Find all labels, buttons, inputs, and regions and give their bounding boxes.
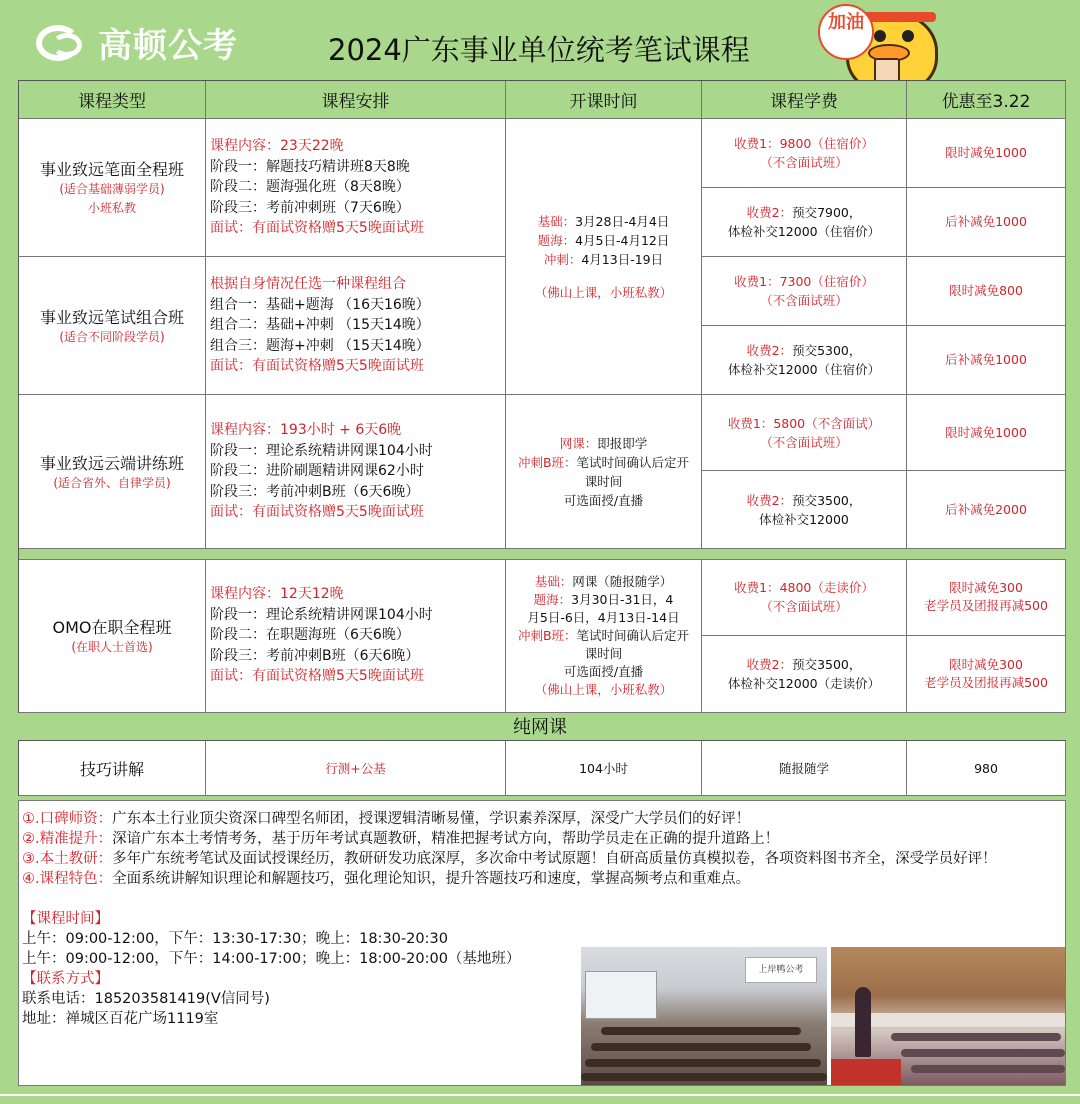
- classroom-photo-2: [831, 947, 1065, 1085]
- course-name-cell: [19, 257, 206, 395]
- time-value: 可选面授/直播: [563, 663, 644, 679]
- time-value: 月5日-6日，4月13日-14日: [527, 609, 680, 625]
- discount-cell: 限时减免1000: [907, 119, 1066, 188]
- fee-label: 收费1：: [734, 136, 780, 151]
- arrangement-cell: [206, 395, 506, 549]
- feature-text: 多年广东统考笔试及面试授课经历，教研研发功底深厚，多次命中考试原题！自研高质量仿真模拟卷，各项资料图书齐全，深受学员好评！: [112, 851, 997, 867]
- fee-label: 收费1：: [727, 415, 774, 431]
- time-label: 题海：: [537, 232, 576, 248]
- online-time-text: 104小时: [579, 760, 628, 776]
- fee-value: 5800（不含面试）: [773, 415, 881, 431]
- fee-note: 体检补交12000: [759, 511, 849, 527]
- col-header-arrangement: 课程安排: [206, 81, 506, 119]
- fee-value: 4800（走读价）: [779, 580, 874, 595]
- discount-cell: [907, 559, 1066, 636]
- time-label: 基础：: [534, 573, 573, 589]
- feature-text: 全面系统讲解知识理论和解题技巧，强化理论知识，提升答题技巧和速度，掌握高频考点和重难点。: [112, 871, 751, 887]
- time-cell: [506, 119, 702, 395]
- time-label: 冲刺：: [543, 251, 582, 267]
- arrangement-line: 阶段三：考前冲刺B班（6天6晚）: [210, 647, 420, 664]
- time-value: 网课（随报随学）: [572, 573, 673, 589]
- fee-cell: [702, 471, 907, 549]
- arrangement-line: 组合一：基础+题海 （16天16晚）: [210, 296, 430, 313]
- contact-phone: 联系电话：185203581419(V信同号): [22, 991, 270, 1007]
- feature-label: ③.本土教研：: [22, 851, 113, 867]
- course-sub: 小班私教: [87, 201, 136, 215]
- course-sub: (适合不同阶段学员): [59, 329, 165, 344]
- fee-value: 预交3500，: [792, 492, 862, 508]
- arrangement-line: 阶段一：理论系统精讲网课104小时: [210, 442, 433, 459]
- time-cell: [506, 395, 702, 549]
- info-panel: [18, 800, 1066, 1086]
- time-value: 3月28日-4月4日: [575, 213, 670, 229]
- contact-heading: 【联系方式】: [22, 971, 109, 987]
- bottom-divider: [0, 1094, 1080, 1096]
- arrangement-line: 阶段三：考前冲刺班（7天6晚）: [210, 199, 410, 216]
- feature-point: [22, 849, 1062, 869]
- header: [0, 0, 1080, 78]
- feature-points: [22, 809, 1062, 889]
- discount-line: 限时减免300: [949, 657, 1023, 672]
- arrangement-line: 面试：有面试资格赠5天5晚面试班: [210, 220, 424, 237]
- time-value: 笔试时间确认后定开: [576, 627, 690, 643]
- discount-cell: 后补减免1000: [907, 326, 1066, 395]
- discount-line: 限时减免300: [949, 580, 1023, 595]
- online-arrangement: [206, 741, 506, 796]
- fee-note: （不含面试班）: [760, 599, 848, 614]
- fee-cell: [702, 188, 907, 257]
- feature-point: [22, 809, 1062, 829]
- page-title: 2024广东事业单位统考笔试课程: [328, 33, 750, 67]
- course-sub: (适合基础薄弱学员): [59, 182, 165, 196]
- classroom-photo-1: [581, 947, 827, 1085]
- mascot-cheer-text: 加油: [818, 4, 874, 60]
- fee-value: 预交3500，: [792, 657, 862, 672]
- arrangement-line: 面试：有面试资格赠5天5晚面试班: [210, 358, 424, 375]
- online-fee: [702, 741, 907, 796]
- fee-note: 体检补交12000（住宿价）: [727, 362, 881, 377]
- feature-text: 广东本土行业顶尖资深口碑型名师团，授课逻辑清晰易懂，学识素养深厚，深受广大学员们的好评！: [112, 811, 751, 827]
- time-value: 课时间: [584, 473, 623, 489]
- schedule-contact: [22, 909, 582, 1029]
- time-note: （佛山上课，小班私教）: [534, 284, 673, 300]
- arrangement-line: 课程内容：23天22晚: [210, 138, 344, 155]
- photo-sign: 上岸鸭公考: [745, 957, 817, 983]
- arrangement-cell: [206, 119, 506, 257]
- arrangement-line: 阶段一：解题技巧精讲班8天8晚: [210, 158, 410, 175]
- arrangement-line: 组合二：基础+冲刺 （15天14晚）: [210, 317, 430, 334]
- time-line: 上午：09:00-12:00，下午：14:00-17:00；晚上：18:00-20:00（基地班）: [22, 951, 521, 967]
- brand-name: 高顿公考: [98, 26, 238, 66]
- course-name-cell: [19, 559, 206, 713]
- col-header-fee: 课程学费: [702, 81, 907, 119]
- time-note: （佛山上课，小班私教）: [534, 681, 673, 697]
- time-value: 4月13日-19日: [581, 251, 664, 267]
- time-label: 基础：: [537, 213, 576, 229]
- arrangement-line: 课程内容：12天12晚: [210, 586, 344, 603]
- course-name: OMO在职全程班: [52, 617, 172, 637]
- online-price: [907, 741, 1066, 796]
- fee-value: 7300（住宿价）: [779, 274, 874, 289]
- arrangement-line: 面试：有面试资格赠5天5晚面试班: [210, 668, 424, 685]
- fee-label: 收费2：: [746, 492, 793, 508]
- logo-icon: [34, 19, 92, 67]
- arrangement-line: 阶段二：题海强化班（8天8晚）: [210, 179, 410, 196]
- time-label: 冲刺B班：: [517, 454, 577, 470]
- classroom-photos: [581, 947, 1065, 1085]
- fee-note: （不含面试班）: [760, 155, 848, 170]
- col-header-type: 课程类型: [19, 81, 206, 119]
- arrangement-line: 组合三：题海+冲刺 （15天14晚）: [210, 337, 430, 354]
- fee-value: 9800（住宿价）: [779, 136, 874, 151]
- course-name-cell: [19, 119, 206, 257]
- time-cell: [506, 559, 702, 713]
- course-name: 事业致远笔试组合班: [39, 307, 184, 327]
- fee-note: 体检补交12000（住宿价）: [727, 224, 881, 239]
- course-name-cell: [19, 395, 206, 549]
- feature-label: ①.口碑师资：: [22, 811, 113, 827]
- online-arrangement-text: 行测+公基: [325, 760, 386, 776]
- time-label: 网课：: [559, 435, 598, 451]
- arrangement-line: 阶段二：进阶刷题精讲网课62小时: [210, 463, 424, 480]
- feature-label: ④.课程特色：: [22, 871, 113, 887]
- time-value: 课时间: [584, 645, 623, 661]
- discount-line: 老学员及团报再减500: [924, 598, 1048, 613]
- discount-cell: 后补减免2000: [907, 471, 1066, 549]
- fee-note: （不含面试班）: [760, 293, 848, 308]
- contact-address: 地址：禅城区百花广场1119室: [22, 1011, 219, 1027]
- time-label: 题海：: [533, 591, 572, 607]
- online-course-name-text: 技巧讲解: [79, 759, 144, 779]
- fee-label: 收费2：: [746, 343, 793, 358]
- online-price-text: 980: [974, 760, 998, 776]
- fee-cell: [702, 257, 907, 326]
- fee-label: 收费1：: [734, 274, 780, 289]
- feature-text: 深谙广东本土考情考务，基于历年考试真题教研，精准把握考试方向，帮助学员走在正确的提升道路上！: [112, 831, 780, 847]
- fee-value: 预交7900，: [792, 205, 862, 220]
- time-value: 即报即学: [597, 435, 648, 451]
- arrangement-cell: [206, 257, 506, 395]
- course-name: 事业致远云端讲练班: [39, 453, 184, 473]
- course-name: 事业致远笔面全程班: [39, 160, 184, 179]
- course-sub: (适合省外、自律学员): [53, 475, 171, 490]
- feature-label: ②.精准提升：: [22, 831, 113, 847]
- online-course-name: [19, 741, 206, 796]
- discount-cell: [907, 636, 1066, 713]
- arrangement-cell: [206, 559, 506, 713]
- arrangement-line: 课程内容：193小时 + 6天6晚: [210, 422, 402, 439]
- mascot-duck-icon: [810, 0, 942, 92]
- feature-point: [22, 869, 1062, 889]
- fee-cell: [702, 326, 907, 395]
- discount-cell: 后补减免1000: [907, 188, 1066, 257]
- online-time: [506, 741, 702, 796]
- course-sub: (在职人士首选): [71, 639, 153, 654]
- pure-online-table: [18, 740, 1066, 796]
- col-header-time: 开课时间: [506, 81, 702, 119]
- discount-cell: 限时减免1000: [907, 395, 1066, 471]
- course-table: [18, 80, 1066, 713]
- pure-online-heading: 纯网课: [513, 717, 567, 738]
- discount-line: 老学员及团报再减500: [924, 675, 1048, 690]
- fee-value: 预交5300，: [792, 343, 862, 358]
- fee-cell: [702, 559, 907, 636]
- fee-note: 体检补交12000（走读价）: [727, 676, 881, 691]
- arrangement-line: 根据自身情况任选一种课程组合: [210, 276, 406, 293]
- fee-cell: [702, 395, 907, 471]
- fee-cell: [702, 119, 907, 188]
- arrangement-line: 阶段二：在职题海班（6天6晚）: [210, 627, 410, 644]
- col-header-discount: 优惠至3.22: [907, 81, 1066, 119]
- fee-cell: [702, 636, 907, 713]
- time-label: 冲刺B班：: [517, 627, 577, 643]
- time-value: 4月5日-4月12日: [575, 232, 670, 248]
- online-fee-text: 随报随学: [778, 760, 829, 776]
- time-value: 可选面授/直播: [563, 492, 644, 508]
- fee-note: （不含面试班）: [760, 434, 848, 450]
- fee-label: 收费2：: [746, 205, 793, 220]
- time-line: 上午：09:00-12:00，下午：13:30-17:30；晚上：18:30-20:30: [22, 931, 448, 947]
- time-value: 3月30日-31日，4: [571, 591, 674, 607]
- arrangement-line: 阶段三：考前冲刺B班（6天6晚）: [210, 483, 420, 500]
- fee-label: 收费1：: [734, 580, 780, 595]
- time-heading: 【课程时间】: [22, 911, 109, 927]
- brand-logo: [34, 18, 238, 67]
- fee-label: 收费2：: [746, 657, 793, 672]
- feature-point: [22, 829, 1062, 849]
- arrangement-line: 面试：有面试资格赠5天5晚面试班: [210, 504, 424, 521]
- time-value: 笔试时间确认后定开: [576, 454, 690, 470]
- discount-cell: 限时减免800: [907, 257, 1066, 326]
- arrangement-line: 阶段一：理论系统精讲网课104小时: [210, 606, 433, 623]
